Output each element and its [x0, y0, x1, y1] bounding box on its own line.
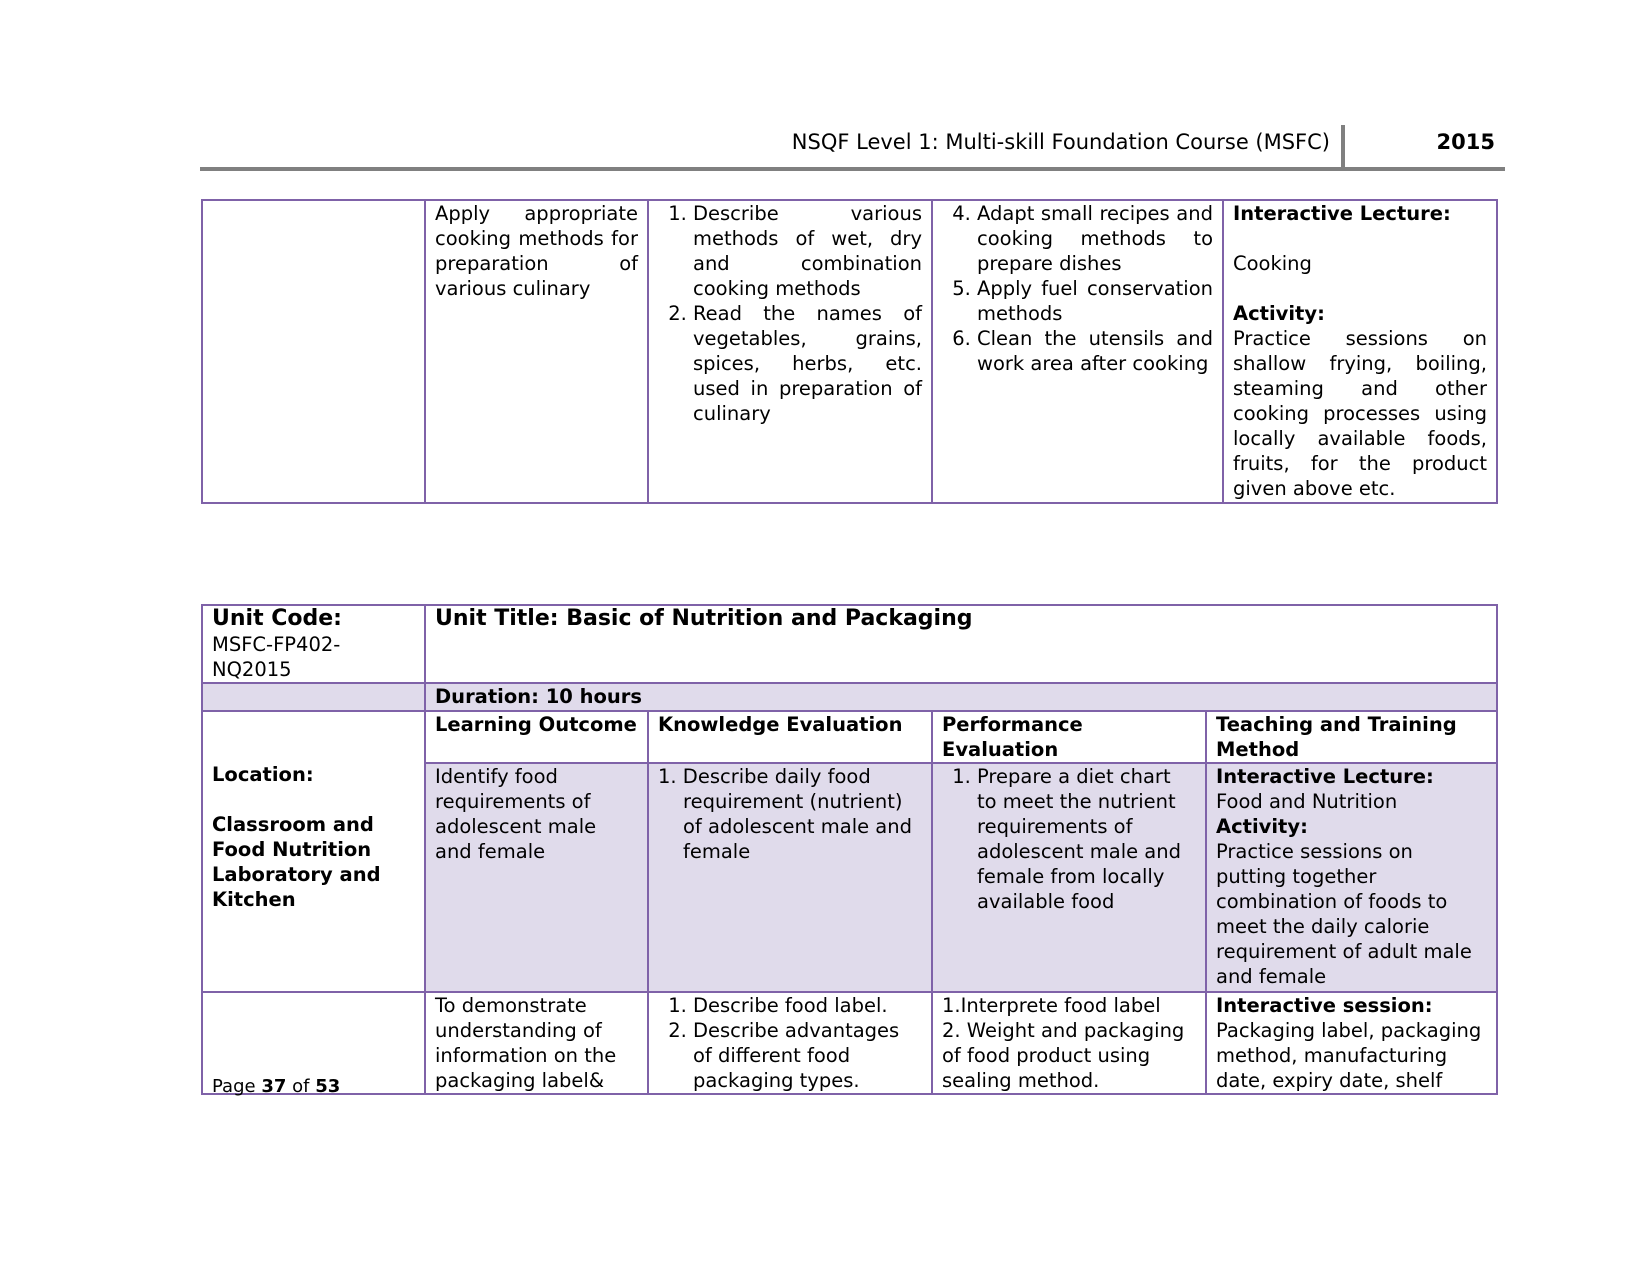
- learning-outcome-text: Apply appropriate cooking methods for preparation of various culinary: [435, 202, 638, 300]
- activity-text: Practice sessions on putting together combination of foods to meet the daily calorie requirement of adult male and female: [1216, 840, 1472, 988]
- performance-list: [942, 764, 1196, 914]
- lecture-text: Food and Nutrition: [1216, 790, 1398, 813]
- column-header-learning: Learning Outcome: [425, 711, 648, 763]
- knowledge-evaluation-cell: [648, 992, 932, 1094]
- knowledge-item: 2. Read the names of vegetables, grains, spices, herbs, etc. used in preparation of culinary: [693, 301, 922, 426]
- knowledge-item: 1. Describe daily food requirement (nutrient) of adolescent male and female: [658, 765, 912, 863]
- page-number: 37: [261, 1076, 287, 1097]
- page-prefix: Page: [212, 1076, 256, 1097]
- page-header: [200, 125, 1505, 171]
- teaching-method-cell: [1206, 763, 1497, 992]
- header-divider: [1341, 125, 1345, 167]
- column-header-method: Teaching and Training Method: [1206, 711, 1497, 763]
- page-footer: [212, 1076, 340, 1097]
- performance-item: 2. Weight and packaging of food product using sealing method.: [942, 1019, 1185, 1092]
- unit-title-cell: [425, 605, 1497, 683]
- column-header-knowledge: Knowledge Evaluation: [648, 711, 932, 763]
- unit-title: Unit Title: Basic of Nutrition and Packaging: [435, 606, 973, 631]
- unit-code-label: Unit Code:: [212, 606, 342, 631]
- unit-code-cell: [202, 605, 425, 683]
- session-text: Packaging label, packaging method, manufacturing date, expiry date, shelf: [1216, 1019, 1482, 1092]
- empty-cell: [202, 683, 425, 711]
- knowledge-list: [658, 993, 922, 1093]
- activity-label: Activity:: [1233, 302, 1325, 325]
- unit-table: [201, 604, 1498, 1095]
- lecture-label: Interactive Lecture:: [1216, 765, 1434, 788]
- spacer: [1233, 276, 1487, 301]
- page-of: of: [292, 1076, 310, 1097]
- location-value: Classroom and Food Nutrition Laboratory and Kitchen: [212, 813, 381, 911]
- performance-evaluation-cell: [932, 992, 1206, 1094]
- session-label: Interactive session:: [1216, 994, 1433, 1017]
- knowledge-list: [658, 201, 922, 426]
- location-cell: [202, 711, 425, 992]
- knowledge-evaluation-cell: [648, 200, 932, 503]
- performance-list: [942, 201, 1213, 376]
- learning-outcome-cell: [425, 763, 648, 992]
- spacer: [1233, 226, 1487, 251]
- spacer: [212, 712, 415, 762]
- learning-outcome-text: To demonstrate understanding of information on the packaging label&: [435, 994, 617, 1092]
- performance-item: 4. Adapt small recipes and cooking methods to prepare dishes: [977, 201, 1213, 276]
- performance-item: 5. Apply fuel conservation methods: [977, 276, 1213, 326]
- lecture-label: Interactive Lecture:: [1233, 202, 1451, 225]
- performance-item: 1.Interprete food label: [942, 994, 1161, 1017]
- teaching-method-cell: [1223, 200, 1497, 503]
- knowledge-evaluation-cell: [648, 763, 932, 992]
- performance-item: 1. Prepare a diet chart to meet the nutrient requirements of adolescent male and female from locally available food: [977, 764, 1196, 914]
- header-year: 2015: [1436, 130, 1495, 154]
- header-title: NSQF Level 1: Multi-skill Foundation Course (MSFC): [791, 130, 1330, 154]
- performance-evaluation-cell: [932, 763, 1206, 992]
- knowledge-item: 1. Describe various methods of wet, dry and combination cooking methods: [693, 201, 922, 301]
- duration-cell: [425, 683, 1497, 711]
- lecture-text: Cooking: [1233, 252, 1312, 275]
- learning-outcome-cell: [425, 992, 648, 1094]
- learning-outcome-cell: [425, 200, 648, 503]
- activity-text: Practice sessions on shallow frying, boiling, steaming and other cooking processes using locally available foods, fruits, for the product given above etc.: [1233, 327, 1487, 500]
- curriculum-table-continued: [201, 199, 1498, 504]
- activity-label: Activity:: [1216, 815, 1308, 838]
- page-total: 53: [315, 1076, 341, 1097]
- knowledge-item: 1. Describe food label.: [693, 993, 922, 1018]
- teaching-method-cell: [1206, 992, 1497, 1094]
- duration-text: Duration: 10 hours: [435, 685, 643, 708]
- location-label: Location:: [212, 763, 314, 786]
- learning-outcome-text: Identify food requirements of adolescent male and female: [435, 765, 597, 863]
- spacer: [212, 787, 415, 812]
- performance-item: 6. Clean the utensils and work area after cooking: [977, 326, 1213, 376]
- column-header-performance: Performance Evaluation: [932, 711, 1206, 763]
- empty-cell: [202, 200, 425, 503]
- performance-evaluation-cell: [932, 200, 1223, 503]
- knowledge-item: 2. Describe advantages of different food packaging types.: [693, 1018, 922, 1093]
- unit-code-value: MSFC-FP402-NQ2015: [212, 633, 341, 681]
